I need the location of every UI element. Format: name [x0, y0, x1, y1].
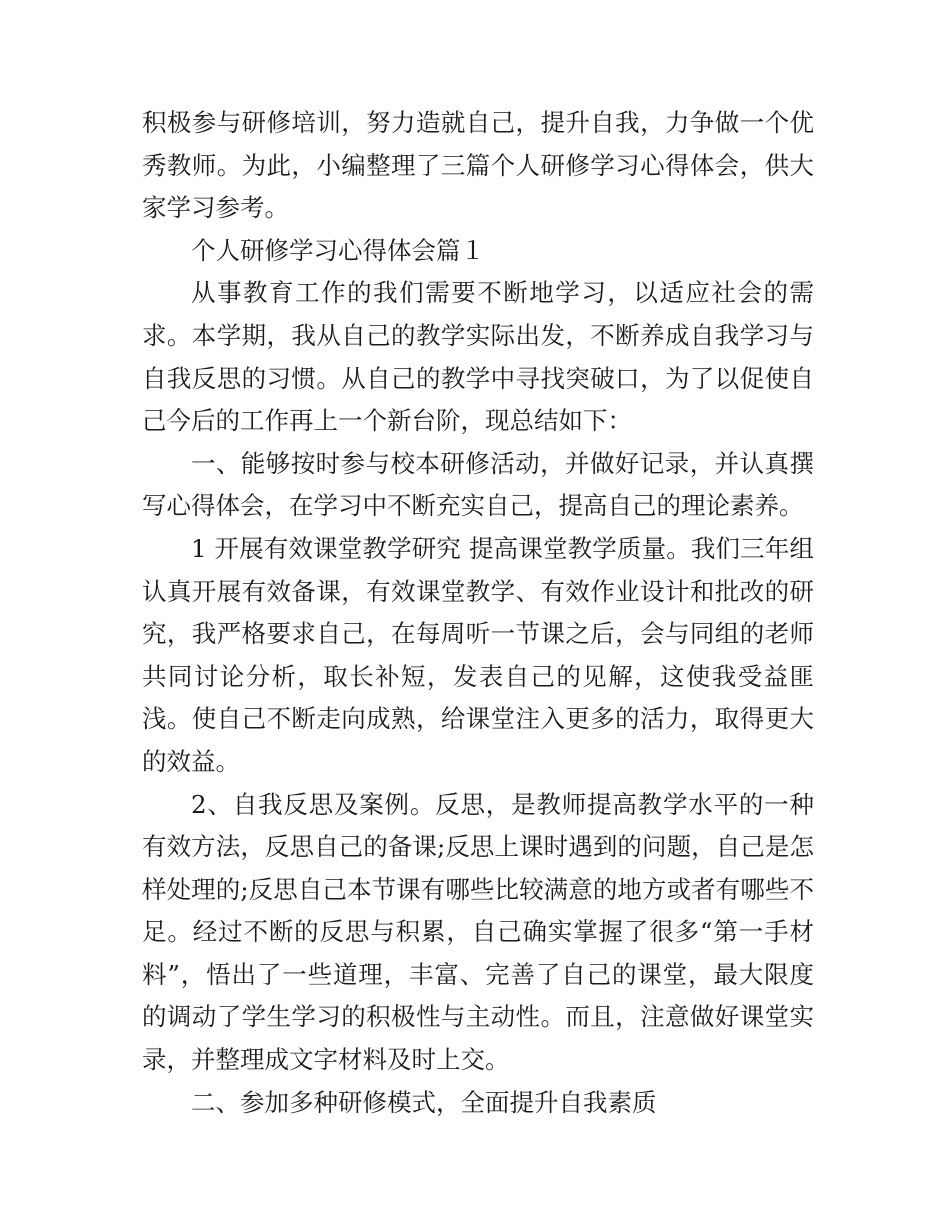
paragraph-item-2: 2、自我反思及案例。反思，是教师提高教学水平的一种有效方法，反思自己的备课;反思上课时遇到的问题，自己是怎样处理的;反思自己本节课有哪些比较满意的地方或者有哪些不足。经过不断的反思与积累，自己确实掌握了很多“第一手材料”，悟出了一些道理，丰富、完善了自己的课堂，最大限度的调动了学生学习的积极性与主动性。而且，注意做好课堂实录，并整理成文字材料及时上交。 [142, 789, 814, 1075]
intro-paragraph: 积极参与研修培训，努力造就自己，提升自我，力争做一个优秀教师。为此，小编整理了三篇个人研修学习心得体会，供大家学习参考。 [142, 108, 814, 223]
section-heading: 个人研修学习心得体会篇１ [191, 235, 485, 265]
paragraph-point-two: 二、参加多种研修模式，全面提升自我素质 [191, 1087, 657, 1117]
paragraph-item-1: 1 开展有效课堂教学研究 提高课堂教学质量。我们三年组认真开展有效备课，有效课堂教学、有效作业设计和批改的研究，我严格要求自己，在每周听一节课之后，会与同组的老师共同讨论分析，取长补短，发表自己的见解，这使我受益匪浅。使自己不断走向成熟，给课堂注入更多的活力，取得更大的效益。 [142, 533, 814, 776]
paragraph-opening: 从事教育工作的我们需要不断地学习，以适应社会的需求。本学期，我从自己的教学实际出发，不断养成自我学习与自我反思的习惯。从自己的教学中寻找突破口，为了以促使自己今后的工作再上一个新台阶，现总结如下： [142, 278, 814, 436]
paragraph-point-one: 一、能够按时参与校本研修活动，并做好记录，并认真撰写心得体会，在学习中不断充实自己，提高自己的理论素养。 [142, 448, 814, 521]
document-body [142, 102, 814, 1124]
